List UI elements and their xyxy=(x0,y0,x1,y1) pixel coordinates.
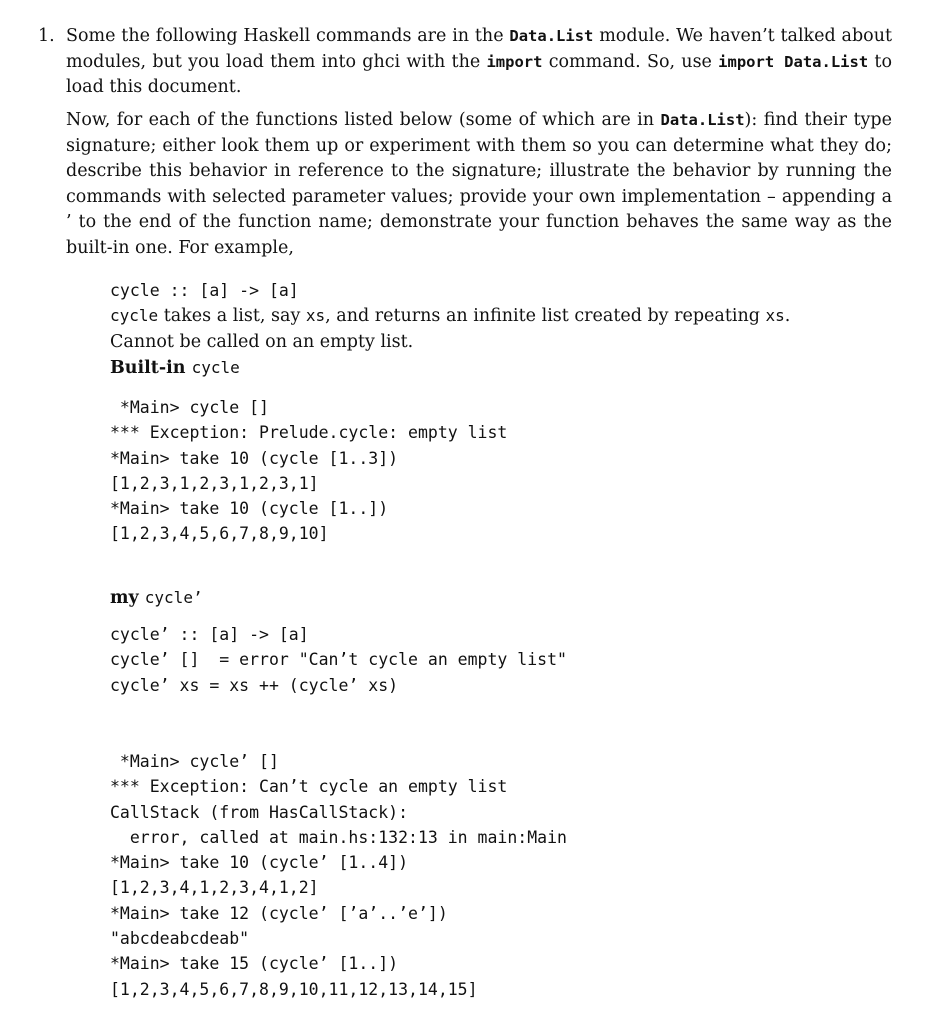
intro-paragraph xyxy=(66,24,892,101)
ghci-line: *** Exception: Can’t cycle an empty list xyxy=(110,777,508,797)
builtin-function-name: cycle xyxy=(191,357,240,377)
my-implementation-code xyxy=(110,622,890,698)
ghci-line: *Main> take 10 (cycle [1..]) xyxy=(110,499,389,519)
code-xs: xs xyxy=(765,306,785,326)
example-block xyxy=(110,278,890,380)
ghci-line: *Main> take 10 (cycle’ [1..4]) xyxy=(110,853,409,873)
code-line: cycle’ :: [a] -> [a] xyxy=(110,625,309,644)
ghci-line: *Main> cycle [] xyxy=(110,398,269,417)
builtin-heading xyxy=(110,355,890,380)
ghci-line: *Main> cycle’ [] xyxy=(110,752,279,771)
description-text: . xyxy=(784,306,791,327)
type-signature: cycle :: [a] -> [a] xyxy=(110,281,299,300)
ghci-line: *Main> take 15 (cycle’ [1..]) xyxy=(110,954,399,974)
instructions-paragraph xyxy=(66,108,892,261)
my-heading xyxy=(110,585,890,610)
intro-text: module. We haven’t talked about modules, but you load them into ghci with the xyxy=(66,26,892,72)
intro-text: Some the following Haskell commands are in the xyxy=(66,26,510,46)
empty-list-note: Cannot be called on an empty list. xyxy=(110,331,414,352)
ghci-line: [1,2,3,1,2,3,1,2,3,1] xyxy=(110,473,319,493)
my-function-name: cycle’ xyxy=(144,588,203,607)
intro-text: command. So, use xyxy=(542,51,719,72)
code-line: cycle’ [] = error "Can’t cycle an empty list" xyxy=(110,650,567,670)
instructions-text: Now, for each of the functions listed below (some of which are in xyxy=(66,110,661,130)
code-xs: xs xyxy=(305,306,326,326)
my-label: my xyxy=(110,588,139,608)
my-ghci-session xyxy=(110,749,890,1002)
instructions-text: ): find their type signature; either look them up or experiment with them so you can determine what they do; describe this behavior in reference to the signature; illustrate the behavior by running the commands with selected parameter values; provide your own implementation – appending a ’ to the end of the function name; demonstrate your function behaves the same way as the built-in one. For example, xyxy=(66,110,892,258)
ghci-line: CallStack (from HasCallStack): xyxy=(110,802,409,822)
builtin-ghci-session xyxy=(110,395,890,547)
builtin-label: Built-in xyxy=(110,357,186,378)
code-data-list: Data.List xyxy=(660,111,745,129)
my-implementation-heading-block xyxy=(110,585,890,610)
code-data-list: Data.List xyxy=(509,27,594,45)
ghci-line: [1,2,3,4,5,6,7,8,9,10] xyxy=(110,524,329,544)
ghci-line: *** Exception: Prelude.cycle: empty list xyxy=(110,423,508,443)
intro-text: to load this document. xyxy=(66,51,892,97)
code-line: cycle’ xs = xs ++ (cycle’ xs) xyxy=(110,675,399,695)
code-import: import xyxy=(486,52,543,71)
ghci-line: [1,2,3,4,5,6,7,8,9,10,11,12,13,14,15] xyxy=(110,979,478,999)
code-cycle: cycle xyxy=(110,306,159,326)
code-import-data-list: import Data.List xyxy=(718,52,869,71)
description-text: , and returns an infinite list created by repeating xyxy=(325,306,766,327)
function-description xyxy=(110,303,890,329)
ghci-line: *Main> take 10 (cycle [1..3]) xyxy=(110,448,399,468)
description-text: takes a list, say xyxy=(158,306,306,327)
ghci-line: "abcdeabcdeab" xyxy=(110,929,250,949)
list-number: 1. xyxy=(38,26,55,46)
ghci-line: error, called at main.hs:132:13 in main:Main xyxy=(110,827,567,847)
ghci-line: [1,2,3,4,1,2,3,4,1,2] xyxy=(110,878,319,898)
ghci-line: *Main> take 12 (cycle’ [’a’..’e’]) xyxy=(110,903,448,923)
